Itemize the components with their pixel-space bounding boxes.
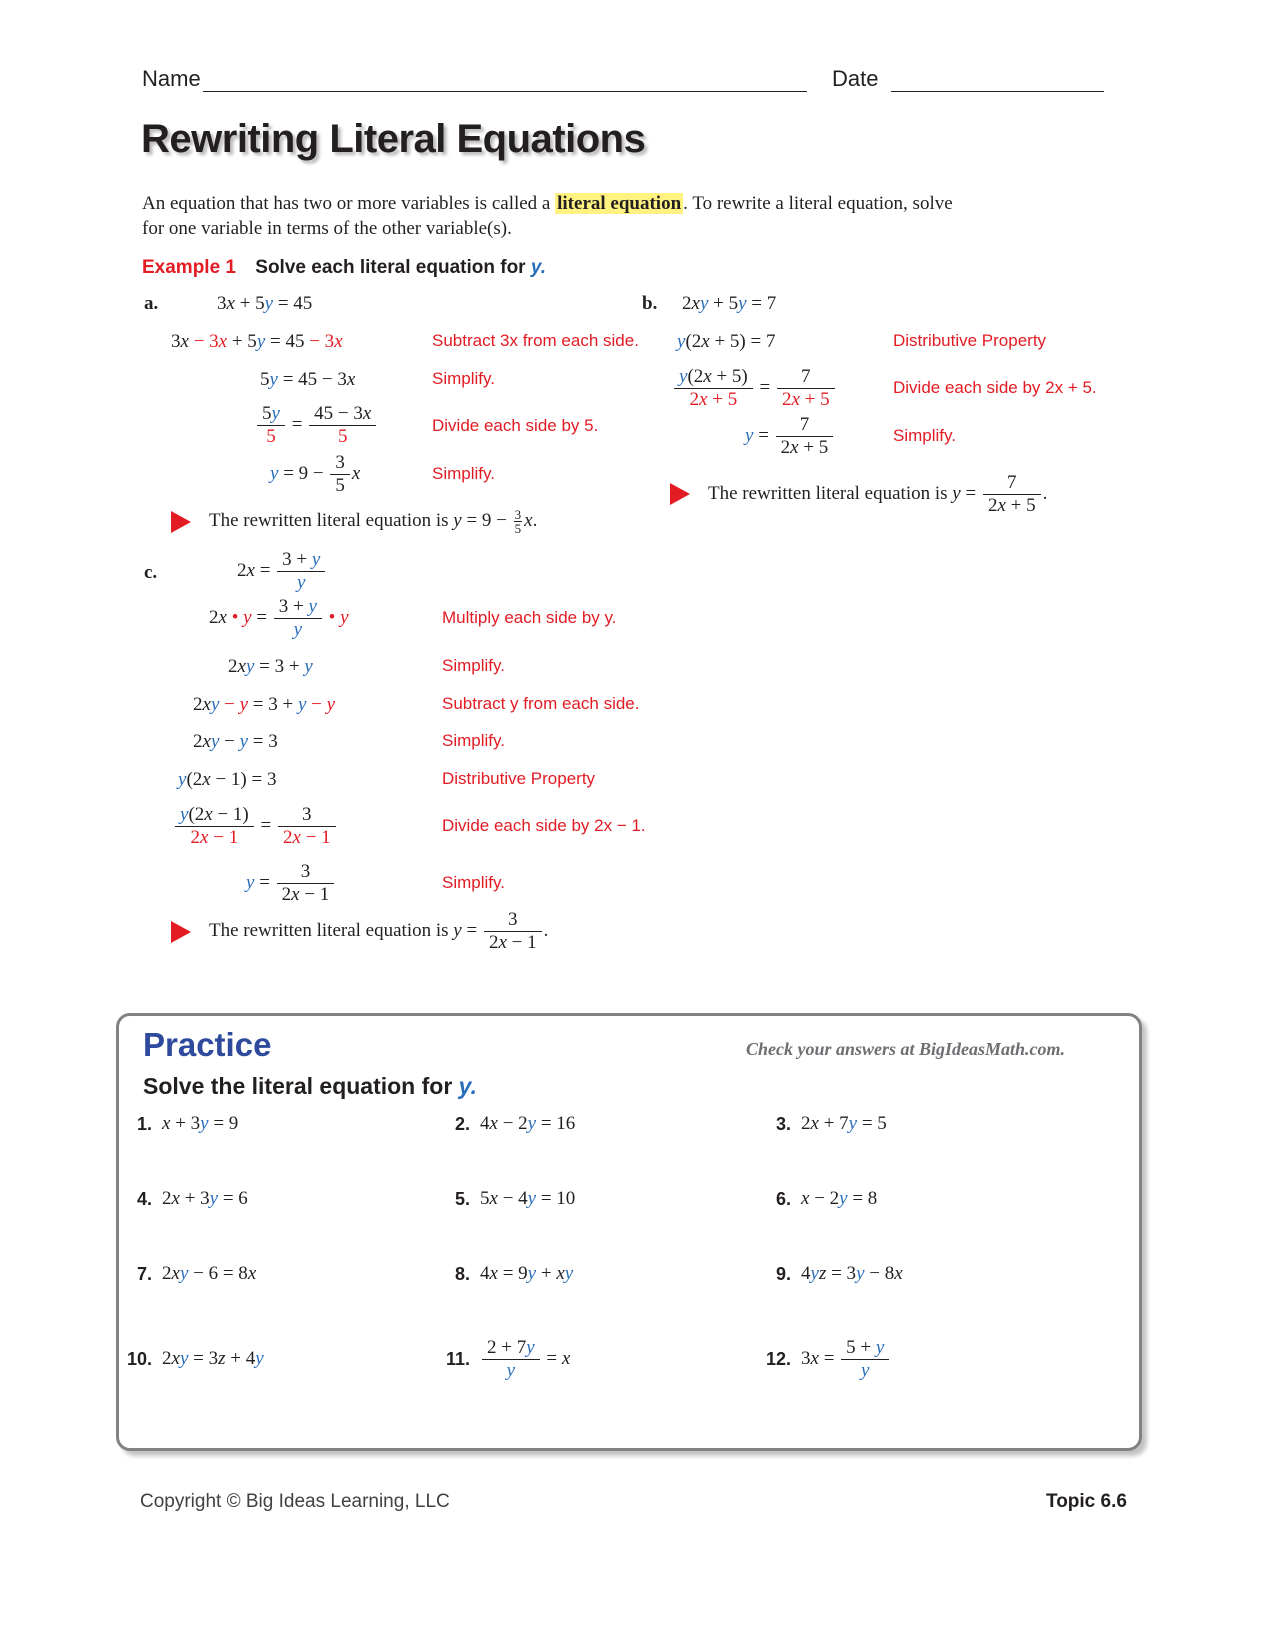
- problem-3: 3. 2x + 7y = 5: [757, 1113, 887, 1135]
- part-c-step-0: 2x = $\frac{3 + y}{y}$: [237, 549, 327, 594]
- part-c-conclusion-text: The rewritten literal equation is: [209, 919, 449, 941]
- problem-number: 4.: [136, 1188, 152, 1209]
- part-a-step-4: y = 9 − $\frac{3}{5}$ x: [270, 452, 361, 496]
- part-c-note-3: Subtract y from each side.: [442, 694, 640, 713]
- problem-number: 11.: [445, 1349, 470, 1369]
- part-b-step-3: y = $\frac{7}{2x + 5}$: [745, 414, 835, 459]
- part-a-conclusion-text: The rewritten literal equation is: [209, 509, 449, 531]
- problem-number: 10.: [126, 1348, 152, 1369]
- conclusion-arrow-icon: [171, 921, 191, 943]
- part-c-step-5: y(2x − 1) = 3: [178, 769, 277, 790]
- part-b-conclusion-text: The rewritten literal equation is: [708, 482, 948, 504]
- problem-11: 11. $\frac{2 + 7y}{y}$ = x: [436, 1337, 570, 1382]
- problem-number: 2.: [454, 1113, 470, 1134]
- date-field[interactable]: [891, 91, 1104, 92]
- example-instruction: Solve each literal equation for: [255, 257, 526, 278]
- part-b-note-2: Divide each side by 2x + 5.: [893, 378, 1097, 397]
- part-b-note-3: Simplify.: [893, 426, 956, 445]
- part-c-step-4: 2xy − y = 3: [193, 731, 278, 752]
- part-a-conclusion: The rewritten literal equation is y = 9 − $\frac{3}{5}$ x.: [209, 507, 538, 536]
- part-b-step-0: 2xy + 5y = 7: [682, 293, 777, 314]
- part-b-step-1: y(2x + 5) = 7: [677, 331, 776, 352]
- part-a-note-2: Simplify.: [432, 369, 495, 388]
- problem-number: 1.: [136, 1113, 152, 1134]
- problem-number: 3.: [775, 1113, 791, 1134]
- practice-subtitle-text: Solve the literal equation for: [143, 1073, 453, 1099]
- practice-title: Practice: [143, 1026, 272, 1063]
- copyright: Copyright © Big Ideas Learning, LLC: [140, 1491, 450, 1512]
- part-c-note-6: Divide each side by 2x − 1.: [442, 816, 646, 835]
- problem-12: 12. 3x = $\frac{5 + y}{y}$: [757, 1337, 891, 1382]
- problem-number: 12.: [765, 1349, 791, 1369]
- intro-after: . To rewrite a literal equation, solve for one variable in terms of the other variable(s).: [142, 193, 953, 239]
- topic-label: Topic 6.6: [1046, 1491, 1127, 1512]
- part-c-note-4: Simplify.: [442, 731, 505, 750]
- practice-check-note: Check your answers at BigIdeasMath.com.: [746, 1039, 1066, 1059]
- part-b-label: b.: [642, 293, 658, 314]
- part-b-step-2: $\frac{y(2x + 5)}{2x + 5}$ = $\frac{7}{2x + 5}$: [672, 366, 837, 411]
- part-a-step-0: 3x + 5y = 45: [217, 293, 313, 314]
- problem-6: 6. x − 2y = 8: [757, 1188, 877, 1210]
- example-heading: [142, 257, 546, 279]
- name-field[interactable]: [203, 91, 807, 92]
- practice-subtitle: [143, 1073, 477, 1100]
- page-title: Rewriting Literal Equations: [141, 117, 646, 161]
- part-b-conclusion: The rewritten literal equation is y = $\frac{7}{2x + 5}$ .: [708, 472, 1048, 516]
- conclusion-arrow-icon: [670, 483, 690, 505]
- problem-number: 8.: [454, 1263, 470, 1284]
- intro-paragraph: [142, 191, 962, 241]
- literal-equation-term: literal equation: [557, 193, 682, 214]
- problem-number: 7.: [136, 1263, 152, 1284]
- part-c-step-2: 2xy = 3 + y: [228, 656, 313, 677]
- part-a-step-1: 3x − 3x + 5y = 45 − 3x: [171, 331, 343, 352]
- part-c-step-7: y = $\frac{3}{2x - 1}$: [246, 861, 336, 906]
- date-label: Date: [832, 66, 879, 91]
- part-a-note-3: Divide each side by 5.: [432, 416, 599, 435]
- example-label: Example 1: [142, 257, 236, 278]
- problem-number: 9.: [775, 1263, 791, 1284]
- part-c-step-6: $\frac{y(2x - 1)}{2x - 1}$ = $\frac{3}{2x - 1}$: [173, 804, 338, 849]
- conclusion-arrow-icon: [171, 511, 191, 533]
- practice-subtitle-var: y.: [458, 1073, 477, 1099]
- problem-2: 2. 4x − 2y = 16: [436, 1113, 575, 1135]
- problem-10: 10. 2xy = 3z + 4y: [118, 1348, 264, 1370]
- part-c-label: c.: [144, 562, 158, 583]
- part-a-note-1: Subtract 3x from each side.: [432, 331, 639, 350]
- part-c-note-5: Distributive Property: [442, 769, 596, 788]
- part-a-note-4: Simplify.: [432, 464, 495, 483]
- part-c-step-3: 2xy − y = 3 + y − y: [193, 694, 336, 715]
- problem-4: 4. 2x + 3y = 6: [118, 1188, 248, 1210]
- part-a-label: a.: [144, 293, 159, 314]
- part-c-step-1: 2x • y = $\frac{3 + y}{y}$ • y: [209, 596, 349, 640]
- part-a-step-3: $\frac{5y}{5}$ = $\frac{45 - 3x}{5}$: [255, 403, 378, 448]
- part-b-note-1: Distributive Property: [893, 331, 1047, 350]
- problem-1: 1. x + 3y = 9: [118, 1113, 238, 1135]
- part-a-step-2: 5y = 45 − 3x: [260, 369, 356, 390]
- problem-8: 8. 4x = 9y + xy: [436, 1263, 573, 1285]
- part-c-note-7: Simplify.: [442, 873, 505, 892]
- part-c-note-2: Simplify.: [442, 656, 505, 675]
- problem-7: 7. 2xy − 6 = 8x: [118, 1263, 256, 1285]
- part-c-note-1: Multiply each side by y.: [442, 608, 617, 627]
- name-label: Name: [142, 66, 201, 91]
- problem-5: 5. 5x − 4y = 10: [436, 1188, 575, 1210]
- intro-before: An equation that has two or more variables is called a: [142, 193, 556, 214]
- problem-number: 5.: [454, 1188, 470, 1209]
- part-c-conclusion: The rewritten literal equation is y = $\frac{3}{2x - 1}$ .: [209, 909, 549, 953]
- problem-number: 6.: [775, 1188, 791, 1209]
- problem-9: 9. 4yz = 3y − 8x: [757, 1263, 903, 1285]
- example-variable: y.: [530, 257, 546, 278]
